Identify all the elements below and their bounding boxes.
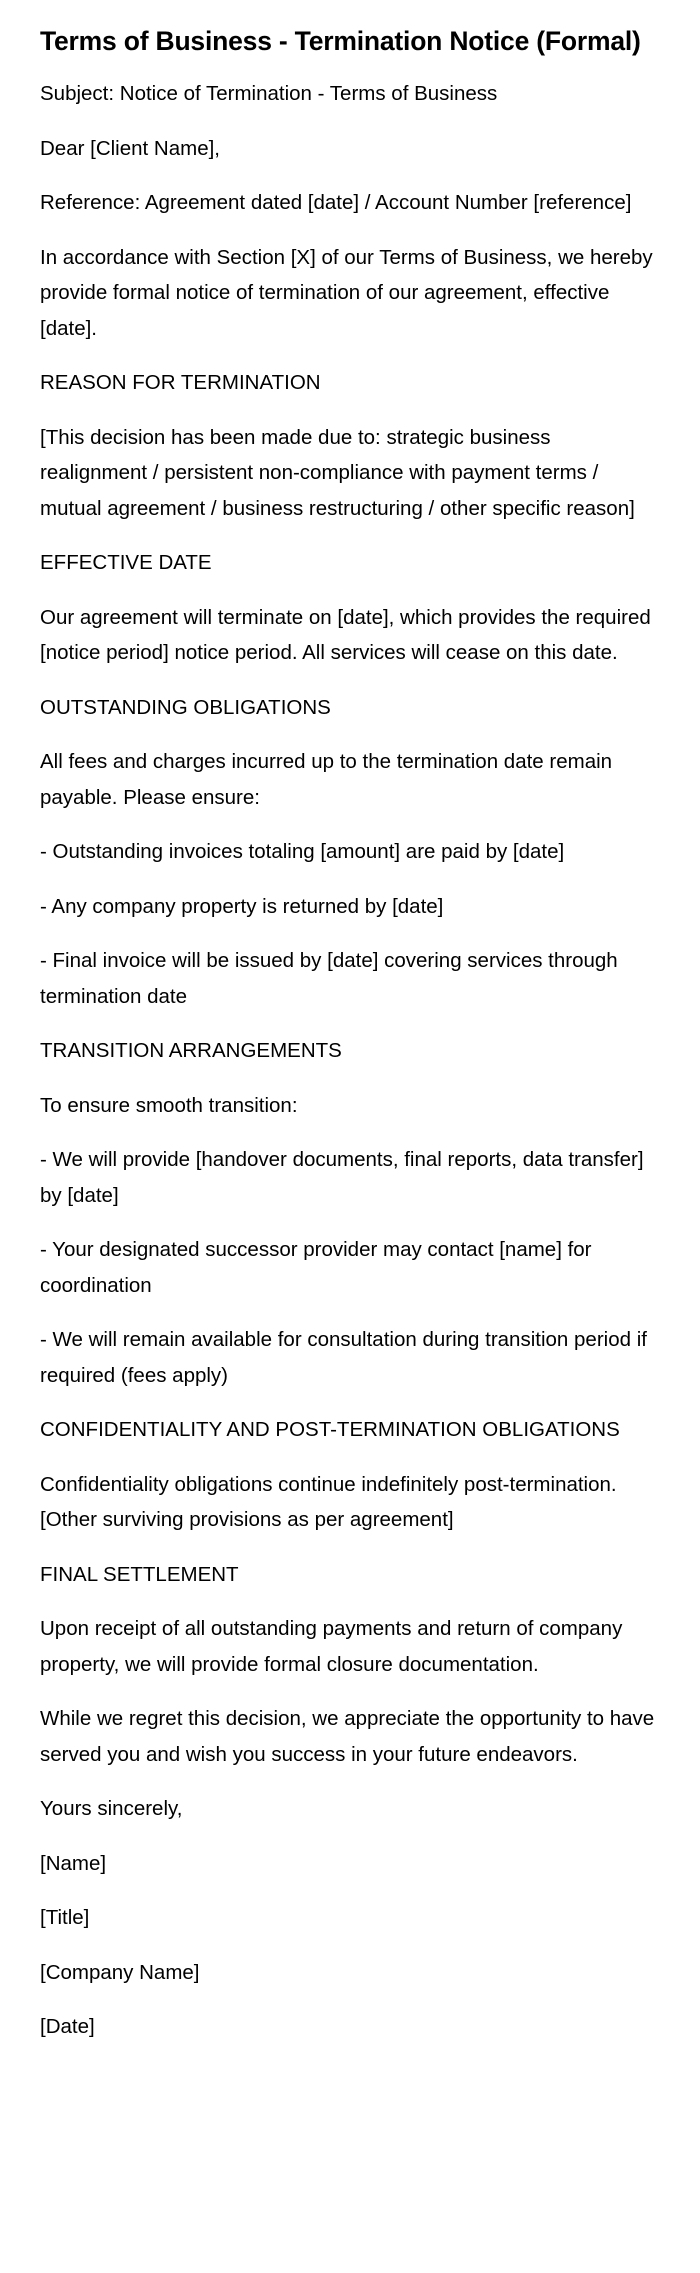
closing-paragraph: While we regret this decision, we appreciate the opportunity to have served you and wish you success in your future endeavors. <box>40 1707 655 1766</box>
document-title: Terms of Business - Termination Notice (Formal) <box>40 26 641 56</box>
section-heading-confidentiality: CONFIDENTIALITY AND POST-TERMINATION OBLIGATIONS <box>40 1418 620 1441</box>
reason-paragraph: [This decision has been made due to: strategic business realignment / persistent non-compliance with payment terms / mutual agreement / business restructuring / other specific reason] <box>40 425 635 520</box>
final-settlement-paragraph: Upon receipt of all outstanding payments and return of company property, we will provide formal closure documentation. <box>40 1617 623 1676</box>
confidentiality-paragraph: Confidentiality obligations continue indefinitely post-termination. [Other surviving provisions as per agreement] <box>40 1472 617 1531</box>
sign-off: Yours sincerely, <box>40 1797 183 1820</box>
intro-paragraph: In accordance with Section [X] of our Terms of Business, we hereby provide formal notice of termination of our agreement, effective [date]. <box>40 245 653 340</box>
subject-line: Subject: Notice of Termination - Terms of Business <box>40 82 498 105</box>
effective-date-paragraph: Our agreement will terminate on [date], which provides the required [notice period] notice period. All services will cease on this date. <box>40 605 651 664</box>
obligations-item-invoices: - Outstanding invoices totaling [amount] are paid by [date] <box>40 840 565 863</box>
signature-title: [Title] <box>40 1906 90 1929</box>
transition-item-consultation: - We will remain available for consultation during transition period if required (fees apply) <box>40 1328 647 1387</box>
obligations-item-final-invoice: - Final invoice will be issued by [date] covering services through termination date <box>40 949 618 1008</box>
salutation: Dear [Client Name], <box>40 136 221 160</box>
section-heading-reason: REASON FOR TERMINATION <box>40 371 321 394</box>
obligations-paragraph: All fees and charges incurred up to the termination date remain payable. Please ensure: <box>40 750 613 809</box>
reference-line: Reference: Agreement dated [date] / Account Number [reference] <box>40 191 632 214</box>
signature-date: [Date] <box>40 2015 95 2038</box>
obligations-item-property: - Any company property is returned by [date] <box>40 894 444 918</box>
transition-item-handover: - We will provide [handover documents, final reports, data transfer] by [date] <box>40 1148 644 1207</box>
section-heading-final-settlement: FINAL SETTLEMENT <box>40 1562 239 1586</box>
section-heading-transition: TRANSITION ARRANGEMENTS <box>40 1039 342 1062</box>
transition-item-successor: - Your designated successor provider may contact [name] for coordination <box>40 1238 592 1297</box>
signature-company: [Company Name] <box>40 1960 200 1984</box>
section-heading-effective-date: EFFECTIVE DATE <box>40 551 212 574</box>
signature-name: [Name] <box>40 1851 107 1875</box>
section-heading-outstanding-obligations: OUTSTANDING OBLIGATIONS <box>40 695 331 719</box>
transition-paragraph: To ensure smooth transition: <box>40 1093 298 1117</box>
